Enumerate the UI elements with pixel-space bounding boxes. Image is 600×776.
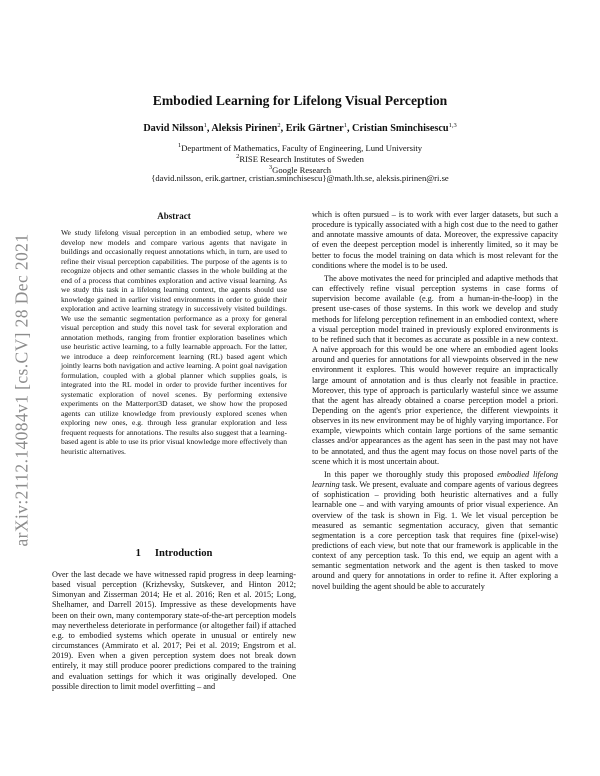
body-paragraph: which is often pursued – is to work with ever larger datasets, but such a procedure is typically associated with a high cost due to the need to gather and annotate massive amounts of data. Moreover, the expressive capacity of even the deepest perception model is inherently limited, so it may be better to focus the model training on data which is most relevant for the conditions where the model is to be used.	[312, 210, 558, 270]
author-name: Erik Gärtner	[285, 123, 344, 134]
affiliation-text: Department of Mathematics, Faculty of Engineering, Lund University	[181, 143, 423, 153]
author-affiliation-mark: 1	[203, 122, 207, 129]
abstract-heading: Abstract	[157, 211, 191, 221]
author-name: Aleksis Pirinen	[211, 123, 278, 134]
author-emails: {david.nilsson, erik.gartner, cristian.sminchisescu}@math.lth.se, aleksis.pirinen@ri.se	[151, 173, 449, 183]
body-paragraph: The above motivates the need for principled and adaptive methods that can effectively refine visual perception systems in case forms of supervision become available (e.g. from a human-in-the-loop) in the present use-cases of those systems. In this work we develop and study methods for lifelong perception refinement in an embodied context, where a visual perception model trained in previously explored environments is to be refined such that it becomes as accurate as possible in a new context. A naïve approach for this would be one where an embodied agent looks around and queries for annotations for all viewpoints observed in the new environment it explores. This would however require an impractically large amount of annotation and is thus clearly not feasible in practice. Moreover, this type of approach is particularly wasteful since we assume that the agent has already obtained a coarse perception model a priori. Depending on the agent's prior experience, the different viewpoints it observes in its new environment may be of highly varying importance. For example, viewpoints which contain large portions of the same semantic classes and/or appearances as the agent has seen in the past may not have to be annotated, and thus the agent may focus on those novel parts of the scene which it is most uncertain about.	[312, 273, 558, 466]
section-heading	[52, 548, 296, 559]
affiliation-mark: 2	[236, 153, 240, 160]
affiliation-text: RISE Research Institutes of Sweden	[239, 154, 364, 164]
paper-title: Embodied Learning for Lifelong Visual Perception	[152, 93, 448, 108]
section-title: Introduction	[154, 548, 213, 559]
body-paragraph: Over the last decade we have witnessed rapid progress in deep learning-based visual perception (Krizhevsky, Sutskever, and Hinton 2012; Simonyan and Zisserman 2014; He et al. 2016; Ren et al. 2015; Long, Shelhamer, and Darrell 2015). Impressive as these developments have been on their own, many contemporary state-of-the-art perception models may nevertheless deteriorate in performance (or altogether fail) if attached e.g. to embodied systems which operate in unusual or entirely new circumstances (Ammirato et al. 2017; Pei et al. 2019; Engstrom et al. 2019). Even when a given perception system does not break down entirely, it may still produce poorer predictions compared to the training and evaluation settings for which it was originally developed. One possible direction to limit model overfitting – and	[52, 570, 296, 691]
author-affiliation-mark: 2	[277, 122, 281, 129]
arxiv-identifier: arXiv:2112.14084v1 [cs.CV] 28 Dec 2021	[11, 233, 32, 547]
left-column-body	[52, 570, 296, 692]
right-column-body	[312, 210, 558, 592]
author-affiliation-mark: 1,3	[448, 122, 457, 129]
affiliation-mark: 1	[177, 142, 182, 149]
author-list: David Nilsson$^1$, Aleksis Pirinen$^2$, Erik Gärtner$^1$, Cristian Sminchisescu$^{1,3}$	[143, 122, 457, 134]
arxiv-stamp	[2, 200, 42, 580]
emphasized-term: embodied lifelong learning	[312, 469, 558, 490]
affiliation-text: Google Research	[272, 165, 332, 175]
abstract-body	[61, 228, 287, 456]
author-affiliation-mark: 1	[343, 122, 347, 129]
section-number: 1	[135, 548, 141, 559]
body-paragraph	[312, 470, 558, 592]
author-name: David Nilsson	[143, 123, 204, 134]
author-name: Cristian Sminchisescu	[352, 123, 449, 134]
affiliation-mark: 3	[268, 164, 273, 171]
abstract-paragraph: We study lifelong visual perception in an embodied setup, where we develop new models and compare various agents that navigate in buildings and occasionally request annotations which, in turn, are used to refine their visual perception capabilities. The purpose of the agents is to recognize objects and other semantic classes in the whole building at the end of a process that combines exploration and active visual learning. As we study this task in a lifelong learning context, the agents should use knowledge gained in earlier visited environments in order to guide their exploration and active learning strategy in successively visited buildings. We use the semantic segmentation performance as a proxy for general visual perception and study this novel task for several exploration and annotation methods, ranging from frontier exploration baselines which use heuristic active learning, to a fully learnable approach. For the latter, we introduce a deep reinforcement learning (RL) based agent which jointly learns both navigation and active learning. A point goal navigation formulation, coupled with a global planner which supplies goals, is integrated into the RL model in order to provide further incentives for systematic exploration of novel scenes. By performing extensive experiments on the Matterport3D dataset, we show how the proposed agents can utilize knowledge from previously explored scenes when exploring new ones, e.g. through less granular exploration and less frequent requests for annotations. The results also suggest that a learning-based agent is able to use its prior visual knowledge more effectively than heuristic alternatives.	[61, 228, 287, 456]
text-run: task. We present, evaluate and compare agents of various degrees of sophistication – providing both heuristic alternatives and a fully learnable one – and with varying amounts of prior visual experience. An overview of the task is shown in Fig. 1. We let visual perception be measured as semantic segmentation accuracy, given that semantic segmentation is a core perception task that requires fine (pixel-wise) predictions of each view, but note that our framework is applicable in the context of any perception task. To this end, we equip an agent with a semantic segmentation network and the agent is then tasked to move around and query for annotations in order to refine it. After exploring a novel building the agent should be able to accurately	[312, 480, 558, 591]
text-run: In this paper we thoroughly study this proposed	[324, 469, 498, 479]
